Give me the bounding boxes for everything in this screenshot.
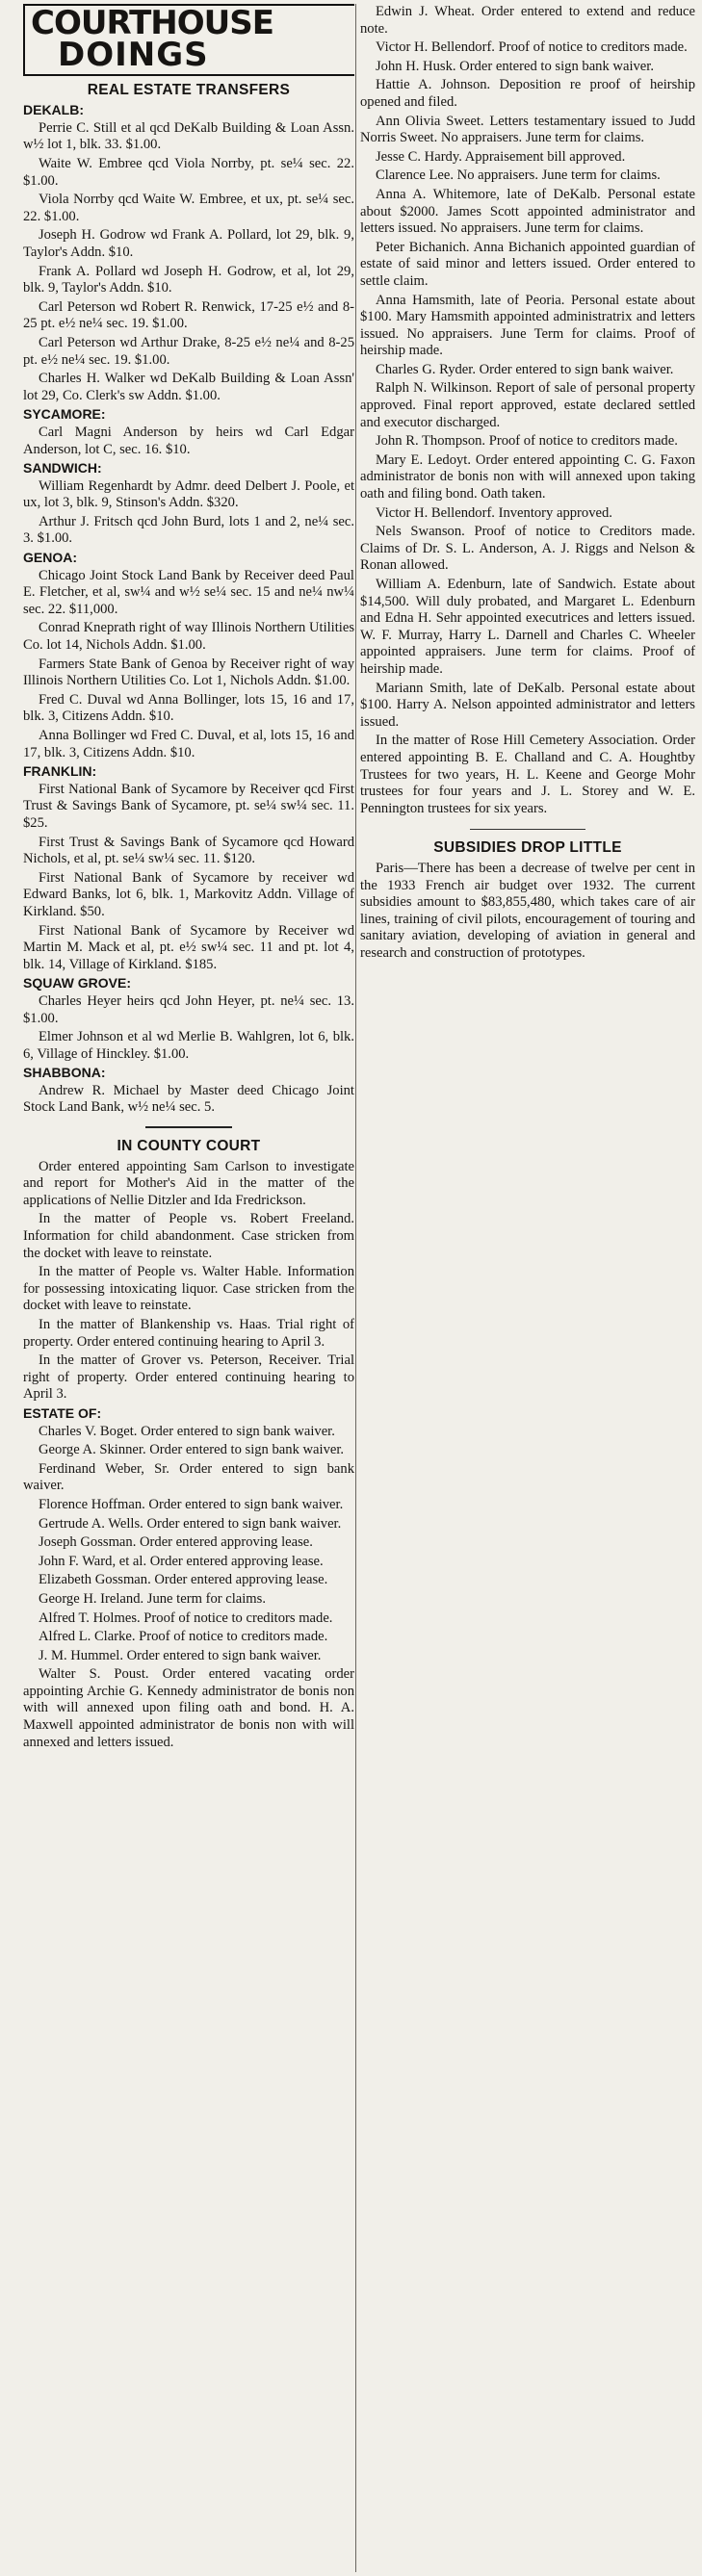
estate-entry: Hattie A. Johnson. Deposition re proof of heirship opened and filed.: [360, 77, 695, 110]
court-entry: In the matter of People vs. Walter Hable. Information for possessing intoxicating liquor. Case stricken from the docket with leave to reinstate.: [23, 1264, 354, 1314]
town-heading: ESTATE OF:: [23, 1404, 102, 1421]
transfer-entry: Andrew R. Michael by Master deed Chicago Joint Stock Land Bank, w½ ne¼ sec. 5.: [23, 1082, 354, 1116]
town-heading: GENOA:: [23, 550, 77, 566]
court-entry: In the matter of Blankenship vs. Haas. Trial right of property. Order entered continuing hearing to April 3.: [23, 1317, 354, 1350]
transfer-entry: First Trust & Savings Bank of Sycamore qcd Howard Nichols, et al, pt. se¼ sw¼ sec. 11. $120.: [23, 834, 354, 867]
transfer-entry: Charles Heyer heirs qcd John Heyer, pt. ne¼ sec. 13. $1.00.: [23, 992, 354, 1026]
left-column: [23, 4, 354, 1753]
transfer-entry: Waite W. Embree qcd Viola Norrby, pt. se¼ sec. 22. $1.00.: [23, 156, 354, 189]
estate-entry: In the matter of Rose Hill Cemetery Association. Order entered appointing B. E. Challand and C. A. Houghtby Trustees for two years, H. L. Keene and George Mohr trustees for four years and J. L. Storey and W. E. Pennington trustees for six years.: [360, 733, 695, 816]
court-entry: In the matter of People vs. Robert Freeland. Information for child abandonment. Case stricken from the docket with leave to reinstate.: [23, 1211, 354, 1261]
transfer-entry: William Regenhardt by Admr. deed Delbert J. Poole, et ux, lot 3, blk. 9, Stinson's Addn. $320.: [23, 477, 354, 511]
estate-entry: Walter S. Poust. Order entered vacating order appointing Archie G. Kennedy administrator de bonis non with will annexed upon filing oath and bond. H. A. Maxwell appointed administrator de bonis non with will annexed and letters issued.: [23, 1666, 354, 1750]
county-court-heading: IN COUNTY COURT: [117, 1138, 261, 1155]
estate-entry: Charles V. Boget. Order entered to sign bank waiver.: [39, 1423, 335, 1439]
town-heading: SQUAW GROVE:: [23, 975, 132, 992]
transfer-entry: Charles H. Walker wd DeKalb Building & Loan Assn' lot 29, Co. Clerk's sw Addn. $1.00.: [23, 371, 354, 403]
estate-entry: Anna A. Whitemore, late of DeKalb. Personal estate about $2000. James Scott appointed administrator and letters issued. No appraisers. June term for claims.: [360, 186, 695, 237]
estate-entry: John F. Ward, et al. Order entered approving lease.: [39, 1553, 324, 1569]
estate-entry: Ferdinand Weber, Sr. Order entered to sign bank waiver.: [23, 1460, 354, 1494]
transfer-entry: Carl Peterson wd Robert R. Renwick, 17-25 e½ and 8-25 pt. e½ ne¼ sec. 19. $1.00.: [23, 298, 354, 332]
estate-entry: Jesse C. Hardy. Appraisement bill approved.: [376, 148, 626, 165]
estate-entry: William A. Edenburn, late of Sandwich. Estate about $14,500. Will duly probated, and Margaret L. Edenburn and Edna H. Sehr appointed executrices and letters issued. W. F. Murray, Harry L. Darnell and Charles C. Wheeler appointed appraisers. June term for claims. Proof of heirship made.: [360, 577, 695, 677]
estate-entry: Victor H. Bellendorf. Inventory approved.: [376, 504, 612, 521]
transfer-entry: Joseph H. Godrow wd Frank A. Pollard, lot 29, blk. 9, Taylor's Addn. $10.: [23, 227, 354, 260]
transfer-entry: Chicago Joint Stock Land Bank by Receiver deed Paul E. Fletcher, et al, sw¼ and w½ se¼ sec. 15 and ne¼ nw¼ sec. 22. $11,000.: [23, 567, 354, 617]
estate-entry: Alfred T. Holmes. Proof of notice to creditors made.: [39, 1610, 333, 1626]
estate-entry: J. M. Hummel. Order entered to sign bank waiver.: [39, 1647, 322, 1663]
estate-entry: Clarence Lee. No appraisers. June term for claims.: [376, 167, 661, 184]
county-court-list-left: [23, 1159, 354, 1752]
transfer-entry: Elmer Johnson et al wd Merlie B. Wahlgren, lot 6, blk. 6, Village of Hinckley. $1.00.: [23, 1029, 354, 1062]
right-column: [360, 4, 695, 962]
real-estate-heading: REAL ESTATE TRANSFERS: [87, 81, 291, 98]
column-rule: [355, 4, 356, 2572]
masthead-line-1: COURTHOUSE: [31, 4, 273, 42]
transfer-entry: Carl Peterson wd Arthur Drake, 8-25 e½ ne¼ and 8-25 pt. e½ ne¼ sec. 19. $1.00.: [23, 334, 354, 368]
town-heading: DEKALB:: [23, 102, 84, 118]
real-estate-list: [23, 102, 354, 1117]
estate-entry: Mariann Smith, late of DeKalb. Personal estate about $100. Harry A. Nelson appointed administrator and letters issued.: [360, 680, 695, 730]
estate-entry: Anna Hamsmith, late of Peoria. Personal estate about $100. Mary Hamsmith appointed administratrix and letters issued. No appraisers. June Term for claims. Proof of heirship made.: [360, 292, 695, 359]
transfer-entry: Frank A. Pollard wd Joseph H. Godrow, et al, lot 29, blk. 9, Taylor's Addn. $10.: [23, 263, 354, 296]
estate-entry: Mary E. Ledoyt. Order entered appointing C. G. Faxon administrator de bonis non with will annexed upon taking oath and filing bond. Oath taken.: [360, 451, 695, 502]
transfer-entry: First National Bank of Sycamore by Receiver wd Martin M. Mack et al, pt. e½ sw¼ sec. 11 and pt. lot 4, blk. 14, Village of Kirkland. $185.: [23, 922, 354, 972]
estate-entry: John H. Husk. Order entered to sign bank waiver.: [376, 58, 654, 74]
transfer-entry: First National Bank of Sycamore by receiver wd Edward Banks, lot 6, blk. 1, Markovitz Addn. Village of Kirkland. $50.: [23, 869, 354, 919]
estate-entry: Charles G. Ryder. Order entered to sign bank waiver.: [376, 361, 674, 377]
transfer-entry: Conrad Kneprath right of way Illinois Northern Utilities Co. lot 14, Nichols Addn. $1.00.: [23, 620, 354, 654]
county-court-list-right: [360, 4, 695, 817]
subsidies-heading: SUBSIDIES DROP LITTLE: [433, 839, 622, 857]
transfer-entry: Arthur J. Fritsch qcd John Burd, lots 1 and 2, ne¼ sec. 3. $1.00.: [23, 513, 354, 547]
estate-entry: John R. Thompson. Proof of notice to creditors made.: [376, 433, 678, 450]
estate-entry: Ann Olivia Sweet. Letters testamentary issued to Judd Norris Sweet. No appraisers. June term for claims.: [360, 113, 695, 146]
court-entry: In the matter of Grover vs. Peterson, Receiver. Trial right of property. Order entered continuing hearing to April 3.: [23, 1352, 354, 1403]
estate-entry: Ralph N. Wilkinson. Report of sale of personal property approved. Final report approved, estate declared settled and executor discharged.: [360, 380, 695, 430]
town-heading: SHABBONA:: [23, 1065, 106, 1081]
transfer-entry: First National Bank of Sycamore by Receiver qcd First Trust & Savings Bank of Sycamore, pt. se¼ sw¼ sec. 11. $25.: [23, 781, 354, 831]
estate-entry: George A. Skinner. Order entered to sign bank waiver.: [39, 1442, 345, 1458]
estate-entry: George H. Ireland. June term for claims.: [39, 1590, 266, 1607]
transfer-entry: Viola Norrby qcd Waite W. Embree, et ux, pt. se¼ sec. 22. $1.00.: [23, 192, 354, 224]
masthead: [23, 4, 354, 76]
estate-entry: Peter Bichanich. Anna Bichanich appointed guardian of estate of said minor and letters issued. Order entered to settle claim.: [360, 239, 695, 289]
town-heading: FRANKLIN:: [23, 763, 97, 780]
estate-entry: Joseph Gossman. Order entered approving lease.: [39, 1534, 313, 1551]
transfer-entry: Perrie C. Still et al qcd DeKalb Building & Loan Assn. w½ lot 1, blk. 33. $1.00.: [23, 119, 354, 153]
estate-entry: Alfred L. Clarke. Proof of notice to creditors made.: [39, 1629, 328, 1645]
section-divider: [145, 1126, 232, 1128]
town-heading: SYCAMORE:: [23, 406, 106, 423]
estate-entry: Gertrude A. Wells. Order entered to sign bank waiver.: [39, 1515, 342, 1532]
subsidies-body: Paris—There has been a decrease of twelve per cent in the 1933 French air budget over 1932. The current subsidies amount to $83,855,480, which takes care of air lines, training of civil pilots, encouragement of touring and sanitary aviation, developing of aviation in general and research and construction of prototypes.: [360, 860, 695, 961]
section-divider-2: [470, 829, 585, 830]
estate-entry: Florence Hoffman. Order entered to sign bank waiver.: [39, 1496, 344, 1512]
transfer-entry: Anna Bollinger wd Fred C. Duval, et al, lots 15, 16 and 17, blk. 3, Citizens Addn. $10.: [23, 728, 354, 760]
transfer-entry: Farmers State Bank of Genoa by Receiver right of way Illinois Northern Utilities Co. Lot 1, Nichols Addn. $1.00.: [23, 656, 354, 689]
transfer-entry: Fred C. Duval wd Anna Bollinger, lots 15, 16 and 17, blk. 3, Citizens Addn. $10.: [23, 691, 354, 725]
court-entry: Order entered appointing Sam Carlson to investigate and report for Mother's Aid in the matter of the applications of Nellie Ditzler and Ida Fredrickson.: [23, 1158, 354, 1208]
masthead-line-2: DOINGS: [58, 36, 209, 75]
town-heading: SANDWICH:: [23, 460, 102, 477]
estate-entry: Edwin J. Wheat. Order entered to extend and reduce note.: [360, 4, 695, 37]
estate-entry: Nels Swanson. Proof of notice to Creditors made. Claims of Dr. S. L. Anderson, A. J. Riggs and Nelson & Ronan allowed.: [360, 524, 695, 574]
estate-entry: Victor H. Bellendorf. Proof of notice to creditors made.: [376, 39, 688, 56]
estate-entry: Elizabeth Gossman. Order entered approving lease.: [39, 1572, 328, 1588]
transfer-entry: Carl Magni Anderson by heirs wd Carl Edgar Anderson, lot C, sec. 16. $10.: [23, 424, 354, 457]
